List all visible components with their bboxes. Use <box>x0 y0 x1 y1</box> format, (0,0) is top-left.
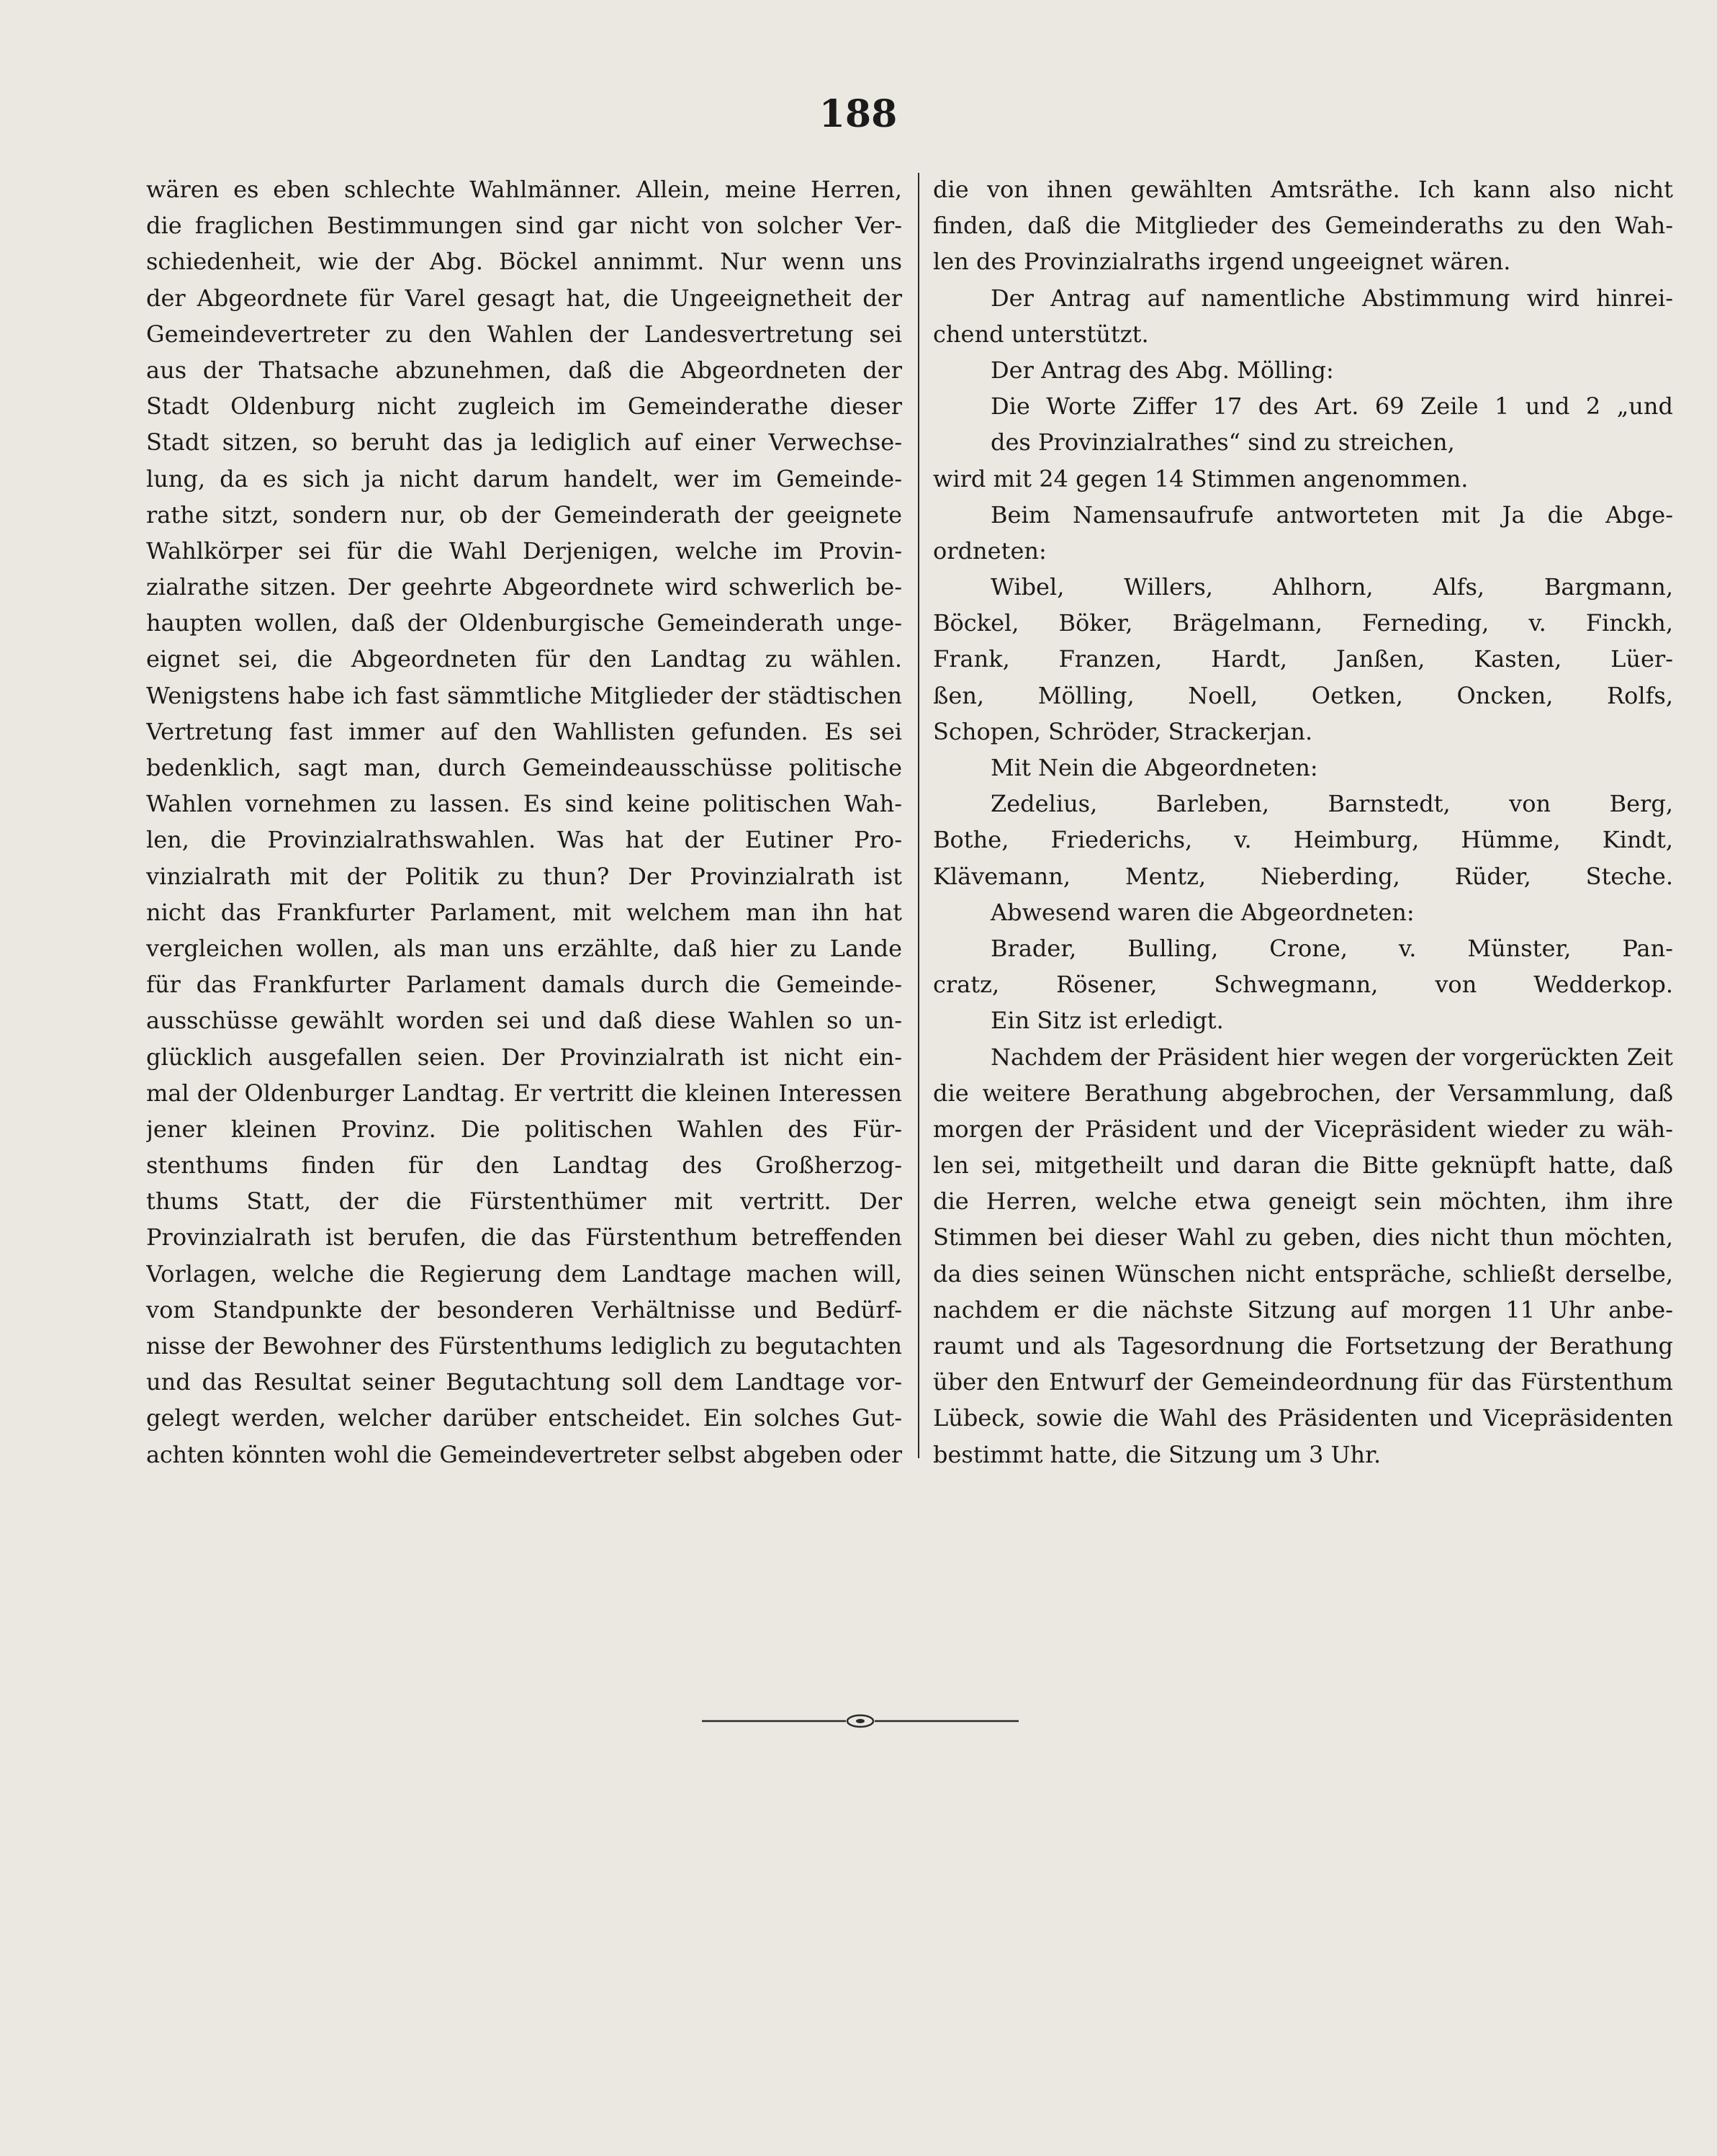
text-line: stenthums finden für den Landtag des Großherzog- <box>146 1151 902 1180</box>
text-line: vinzialrath mit der Politik zu thun? Der Provinzialrath ist <box>146 862 902 890</box>
text-line: Der Antrag auf namentliche Abstimmung wird hinrei- <box>991 284 1673 312</box>
text-line: aus der Thatsache abzunehmen, daß die Abgeordneten der <box>146 356 902 384</box>
text-line: Wenigstens habe ich fast sämmtliche Mitglieder der städtischen <box>146 681 902 709</box>
text-line: bedenklich, sagt man, durch Gemeindeausschüsse politische <box>146 754 902 781</box>
section-end-ornament <box>702 1712 1019 1730</box>
text-line: cratz, Rösener, Schwegmann, von Wedderkop. <box>933 971 1673 999</box>
text-line: Beim Namensaufrufe antworteten mit Ja die Abge- <box>991 500 1673 529</box>
text-line: die weitere Berathung abgebrochen, der Versammlung, daß <box>933 1079 1673 1107</box>
text-line: nisse der Bewohner des Fürstenthums lediglich zu begutachten <box>146 1332 902 1360</box>
text-line: glücklich ausgefallen seien. Der Provinzialrath ist nicht ein- <box>146 1043 902 1071</box>
column-divider <box>918 173 919 1458</box>
text-line: Wahlen vornehmen zu lassen. Es sind keine politischen Wah- <box>146 790 902 818</box>
text-line: schiedenheit, wie der Abg. Böckel annimmt. Nur wenn uns <box>146 248 902 276</box>
text-line: Stimmen bei dieser Wahl zu geben, dies nicht thun möchten, <box>933 1223 1673 1252</box>
text-line: nachdem er die nächste Sitzung auf morgen 11 Uhr anbe- <box>933 1295 1673 1324</box>
text-line: die Herren, welche etwa geneigt sein möchten, ihm ihre <box>933 1187 1673 1216</box>
text-line: die von ihnen gewählten Amtsräthe. Ich kann also nicht <box>933 176 1673 203</box>
text-line: Klävemann, Mentz, Nieberding, Rüder, Steche. <box>933 862 1673 890</box>
text-line: des Provinzialrathes“ sind zu streichen, <box>991 428 1455 457</box>
text-line: morgen der Präsident und der Vicepräsident wieder zu wäh- <box>933 1115 1673 1143</box>
text-line: Mit Nein die Abgeordneten: <box>991 754 1318 781</box>
text-line: für das Frankfurter Parlament damals durch die Gemeinde- <box>146 971 902 999</box>
text-line: gelegt werden, welcher darüber entscheidet. Ein solches Gut- <box>146 1404 902 1432</box>
text-line: jener kleinen Provinz. Die politischen Wahlen des Für- <box>146 1115 902 1143</box>
text-line: Provinzialrath ist berufen, die das Fürstenthum betreffenden <box>146 1223 902 1252</box>
text-line: ßen, Mölling, Noell, Oetken, Oncken, Rolfs, <box>933 681 1673 709</box>
text-line: Stadt sitzen, so beruht das ja lediglich auf einer Verwechse- <box>146 428 902 457</box>
text-line: len des Provinzialraths irgend ungeeignet wären. <box>933 248 1511 276</box>
page-number: 188 <box>819 92 898 136</box>
text-line: len, die Provinzialrathswahlen. Was hat der Eutiner Pro- <box>146 826 902 854</box>
text-line: Abwesend waren die Abgeordneten: <box>991 898 1415 926</box>
text-line: vom Standpunkte der besonderen Verhältnisse und Bedürf- <box>146 1295 902 1324</box>
text-line: finden, daß die Mitglieder des Gemeinderaths zu den Wah- <box>933 212 1673 240</box>
text-line: vergleichen wollen, als man uns erzählte, daß hier zu Lande <box>146 934 902 962</box>
text-line: Lübeck, sowie die Wahl des Präsidenten und Vicepräsidenten <box>933 1404 1673 1432</box>
text-line: rathe sitzt, sondern nur, ob der Gemeinderath der geeignete <box>146 500 902 529</box>
text-line: bestimmt hatte, die Sitzung um 3 Uhr. <box>933 1440 1382 1468</box>
text-line: haupten wollen, daß der Oldenburgische Gemeinderath unge- <box>146 609 902 637</box>
text-line: Der Antrag des Abg. Mölling: <box>991 356 1334 384</box>
text-line: achten könnten wohl die Gemeindevertreter selbst abgeben oder <box>146 1440 902 1468</box>
text-line: wären es eben schlechte Wahlmänner. Allein, meine Herren, <box>146 176 902 203</box>
text-line: die fraglichen Bestimmungen sind gar nicht von solcher Ver- <box>146 212 902 240</box>
text-line: Zedelius, Barleben, Barnstedt, von Berg, <box>991 790 1673 818</box>
text-line: Ein Sitz ist erledigt. <box>991 1007 1224 1035</box>
text-line: Vertretung fast immer auf den Wahllisten gefunden. Es sei <box>146 717 902 745</box>
text-line: Schopen, Schröder, Strackerjan. <box>933 717 1313 745</box>
text-line: raumt und als Tagesordnung die Fortsetzung der Berathung <box>933 1332 1673 1360</box>
text-line: Gemeindevertreter zu den Wahlen der Landesvertretung sei <box>146 320 902 348</box>
text-line: Frank, Franzen, Hardt, Janßen, Kasten, Lüer- <box>933 645 1673 673</box>
text-line: mal der Oldenburger Landtag. Er vertritt die kleinen Interessen <box>146 1079 902 1107</box>
text-line: Böckel, Böker, Brägelmann, Ferneding, v. Finckh, <box>933 609 1673 637</box>
text-line: wird mit 24 gegen 14 Stimmen angenommen. <box>933 464 1469 493</box>
text-line: len sei, mitgetheilt und daran die Bitte geknüpft hatte, daß <box>933 1151 1673 1180</box>
text-line: nicht das Frankfurter Parlament, mit welchem man ihn hat <box>146 898 902 926</box>
text-line: thums Statt, der die Fürstenthümer mit vertritt. Der <box>146 1187 902 1216</box>
text-line: da dies seinen Wünschen nicht entspräche, schließt derselbe, <box>933 1259 1673 1288</box>
text-line: und das Resultat seiner Begutachtung soll dem Landtage vor- <box>146 1368 902 1396</box>
text-line: Nachdem der Präsident hier wegen der vorgerückten Zeit <box>991 1043 1673 1071</box>
text-line: ordneten: <box>933 536 1047 565</box>
text-line: Wibel, Willers, Ahlhorn, Alfs, Bargmann, <box>991 573 1673 601</box>
text-line: chend unterstützt. <box>933 320 1149 348</box>
text-line: Vorlagen, welche die Regierung dem Landtage machen will, <box>146 1259 902 1288</box>
text-line: Brader, Bulling, Crone, v. Münster, Pan- <box>991 934 1673 962</box>
text-line: Wahlkörper sei für die Wahl Derjenigen, welche im Provin- <box>146 536 902 565</box>
text-line: über den Entwurf der Gemeindeordnung für das Fürstenthum <box>933 1368 1673 1396</box>
left-column <box>146 171 902 1473</box>
text-line: der Abgeordnete für Varel gesagt hat, die Ungeeignetheit der <box>146 284 902 312</box>
text-line: lung, da es sich ja nicht darum handelt, wer im Gemeinde- <box>146 464 902 493</box>
text-line: Die Worte Ziffer 17 des Art. 69 Zeile 1 und 2 „und <box>991 392 1673 421</box>
text-line: Bothe, Friederichs, v. Heimburg, Hümme, Kindt, <box>933 826 1673 854</box>
text-line: zialrathe sitzen. Der geehrte Abgeordnete wird schwerlich be- <box>146 573 902 601</box>
text-line: ausschüsse gewählt worden sei und daß diese Wahlen so un- <box>146 1007 902 1035</box>
right-column <box>933 171 1673 1473</box>
text-line: Stadt Oldenburg nicht zugleich im Gemeinderathe dieser <box>146 392 902 421</box>
text-line: eignet sei, die Abgeordneten für den Landtag zu wählen. <box>146 645 902 673</box>
